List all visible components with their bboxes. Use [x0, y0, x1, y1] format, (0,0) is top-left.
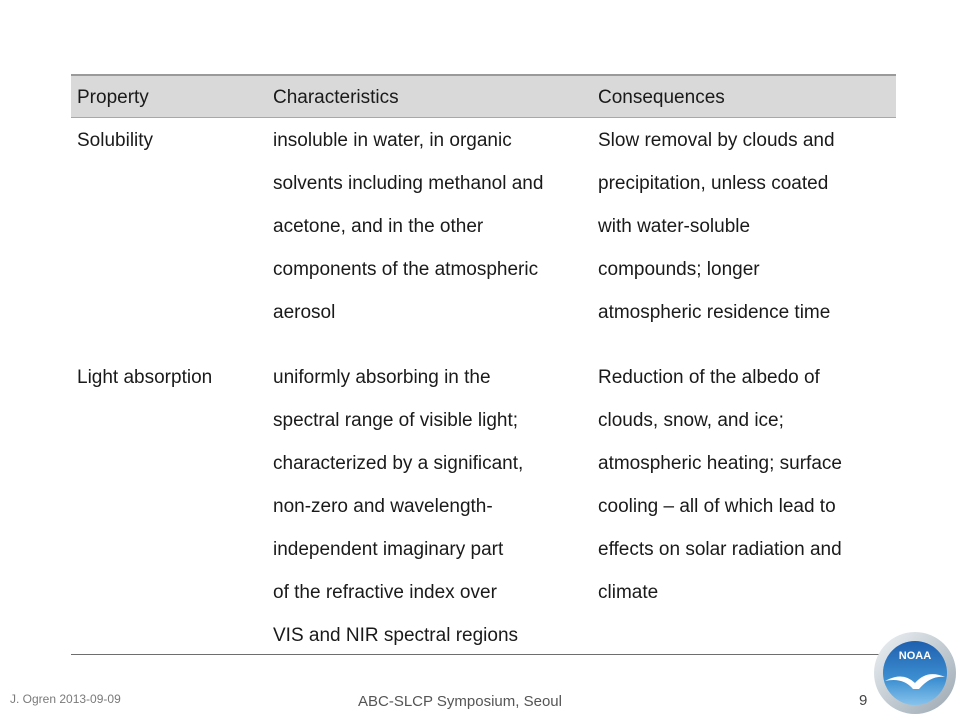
table-bottom-rule	[71, 654, 896, 655]
solubility-char-line: aerosol	[273, 302, 336, 323]
absorption-char-line: characterized by a significant,	[273, 453, 524, 474]
logo-text: NOAA	[898, 650, 932, 662]
page-number: 9	[859, 692, 868, 709]
absorption-cons-line: climate	[598, 582, 659, 603]
absorption-char-line: non-zero and wavelength-	[273, 496, 493, 517]
header-consequences: Consequences	[598, 87, 725, 108]
absorption-cons-line: clouds, snow, and ice;	[598, 410, 784, 431]
header-characteristics: Characteristics	[273, 87, 399, 108]
solubility-char-line: insoluble in water, in organic	[273, 130, 512, 151]
solubility-cons-line: compounds; longer	[598, 259, 760, 280]
solubility-cons-line: Slow removal by clouds and	[598, 130, 835, 151]
absorption-cons-line: effects on solar radiation and	[598, 539, 842, 560]
absorption-char-line: spectral range of visible light;	[273, 410, 519, 431]
footer-event-title: ABC-SLCP Symposium, Seoul	[358, 693, 562, 710]
solubility-char-line: components of the atmospheric	[273, 259, 539, 280]
absorption-cons-line: cooling – all of which lead to	[598, 496, 836, 517]
absorption-char-line: of the refractive index over	[273, 582, 497, 603]
solubility-char-line: solvents including methanol and	[273, 173, 544, 194]
noaa-logo-icon	[873, 631, 957, 715]
absorption-char-line: independent imaginary part	[273, 539, 504, 560]
solubility-cons-line: precipitation, unless coated	[598, 173, 829, 194]
solubility-cons-line: with water-soluble	[598, 216, 751, 237]
table-header-row	[71, 76, 896, 118]
solubility-cons-line: atmospheric residence time	[598, 302, 831, 323]
row-solubility-property: Solubility	[77, 130, 154, 151]
row-light-absorption-property: Light absorption	[77, 367, 213, 388]
solubility-char-line: acetone, and in the other	[273, 216, 484, 237]
absorption-cons-line: Reduction of the albedo of	[598, 367, 820, 388]
absorption-char-line: VIS and NIR spectral regions	[273, 625, 519, 646]
footer-author-date: J. Ogren 2013-09-09	[10, 692, 121, 706]
absorption-char-line: uniformly absorbing in the	[273, 367, 491, 388]
header-property: Property	[77, 87, 149, 108]
absorption-cons-line: atmospheric heating; surface	[598, 453, 842, 474]
